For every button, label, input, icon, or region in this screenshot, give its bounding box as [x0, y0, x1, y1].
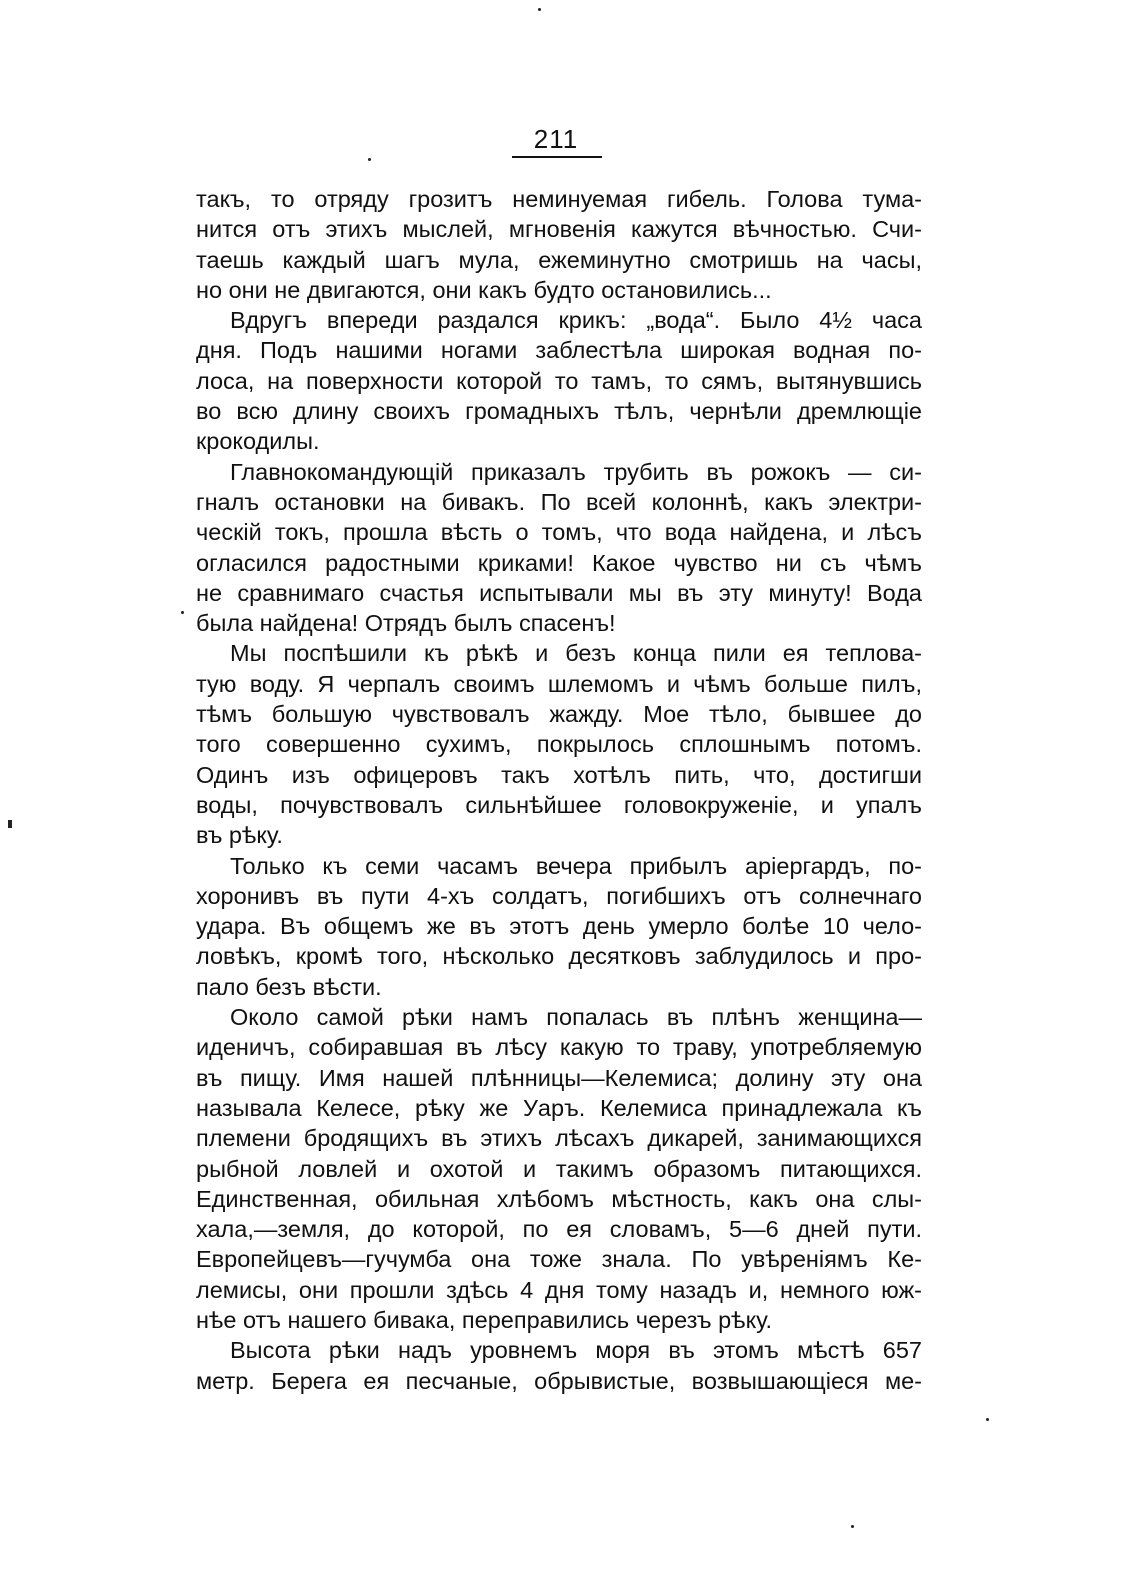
- text-line: Высота рѣки надъ уровнемъ моря въ этомъ мѣстѣ 657: [230, 1337, 922, 1364]
- text-line: Главнокомандующій приказалъ трубить въ рожокъ — си-: [230, 458, 922, 485]
- paragraph: [196, 1335, 922, 1396]
- text-line: не сравнимаго счастья испытывали мы въ эту минуту! Вода: [196, 579, 922, 606]
- text-line: Около самой рѣки намъ попалась въ плѣнъ женщина—: [230, 1004, 922, 1031]
- text-line: пало безъ вѣсти.: [196, 973, 382, 1000]
- body-text: [196, 184, 922, 1396]
- text-line: Единственная, обильная хлѣбомъ мѣстность, какъ она слы-: [196, 1185, 922, 1212]
- text-line: хала,—земля, до которой, по ея словамъ, 5—6 дней пути.: [196, 1216, 922, 1243]
- text-line: иденичъ, собиравшая въ лѣсу какую то траву, употребляемую: [196, 1034, 922, 1061]
- text-line: нѣе отъ нашего бивака, переправились черезъ рѣку.: [196, 1306, 773, 1333]
- text-line: хоронивъ въ пути 4-хъ солдатъ, погибшихъ отъ солнечнаго: [196, 882, 922, 909]
- text-line: рыбной ловлей и охотой и такимъ образомъ питающихся.: [196, 1155, 922, 1182]
- scan-speck: [851, 1525, 854, 1528]
- text-line: того совершенно сухимъ, покрылось сплошнымъ потомъ.: [196, 731, 922, 758]
- scan-speck: [986, 1418, 989, 1421]
- text-line: огласился радостными криками! Какое чувство ни съ чѣмъ: [196, 549, 922, 576]
- text-line: тую воду. Я черпалъ своимъ шлемомъ и чѣмъ больше пилъ,: [196, 670, 922, 697]
- text-line: во всю длину своихъ громадныхъ тѣлъ, чернѣли дремлющіе: [196, 398, 922, 425]
- paragraph: [196, 638, 922, 850]
- text-line: была найдена! Отрядъ былъ спасенъ!: [196, 610, 616, 637]
- text-line: тѣмъ большую чувствовалъ жажду. Мое тѣло, бывшее до: [196, 701, 922, 728]
- text-line: таешь каждый шагъ мула, ежеминутно смотришь на часы,: [196, 246, 922, 273]
- text-line: удара. Въ общемъ же въ этотъ день умерло болѣе 10 чело-: [196, 913, 922, 940]
- text-line: метр. Берега ея песчаные, обрывистые, возвышающіеся ме-: [196, 1367, 922, 1394]
- text-line: лемисы, они прошли здѣсь 4 дня тому назадъ и, немного юж-: [196, 1276, 922, 1303]
- paragraph: [196, 1002, 922, 1335]
- scan-speck: [538, 8, 541, 11]
- text-line: дня. Подъ нашими ногами заблестѣла широкая водная по-: [196, 337, 922, 364]
- text-line: Европейцевъ—гучумба она тоже знала. По увѣреніямъ Ке-: [196, 1246, 922, 1273]
- text-line: Только къ семи часамъ вечера прибылъ аріергардъ, по-: [230, 852, 922, 879]
- text-line: такъ, то отряду грозитъ неминуемая гибель. Голова тума-: [196, 186, 922, 212]
- text-line: Вдругъ впереди раздался крикъ: „вода“. Было 4½ часа: [230, 307, 922, 334]
- paragraph: [196, 305, 922, 456]
- paragraph: [196, 851, 922, 1002]
- text-line: крокодилы.: [196, 428, 320, 455]
- text-line: но они не двигаются, они какъ будто остановились...: [196, 276, 772, 303]
- text-line: Мы поспѣшили къ рѣкѣ и безъ конца пили ея теплова-: [230, 640, 922, 667]
- page-number-rule: [512, 156, 602, 158]
- text-line: называла Келесе, рѣку же Уаръ. Келемиса принадлежала къ: [196, 1094, 922, 1121]
- text-line: ческій токъ, прошла вѣсть о томъ, что вода найдена, и лѣсъ: [196, 519, 922, 546]
- paragraph: [196, 457, 922, 639]
- scan-speck: [8, 820, 12, 828]
- page-number: 211: [533, 124, 579, 154]
- scan-speck: [368, 158, 371, 161]
- text-line: племени бродящихъ въ этихъ лѣсахъ дикарей, занимающихся: [196, 1125, 922, 1152]
- text-line: воды, почувствовалъ сильнѣйшее головокруженіе, и упалъ: [196, 791, 922, 818]
- text-line: лоса, на поверхности которой то тамъ, то сямъ, вытянувшись: [196, 367, 922, 394]
- text-line: въ пищу. Имя нашей плѣнницы—Келемиса; долину эту она: [196, 1064, 922, 1091]
- text-line: въ рѣку.: [196, 822, 283, 849]
- text-line: ловѣкъ, кромѣ того, нѣсколько десятковъ заблудилось и про-: [196, 943, 922, 970]
- text-line: гналъ остановки на бивакъ. По всей колоннѣ, какъ электри-: [196, 488, 922, 515]
- paragraph: [196, 184, 922, 305]
- text-line: нится отъ этихъ мыслей, мгновенія кажутся вѣчностью. Счи-: [196, 216, 922, 243]
- text-line: Одинъ изъ офицеровъ такъ хотѣлъ пить, что, достигши: [196, 761, 922, 788]
- scan-speck: [181, 611, 184, 614]
